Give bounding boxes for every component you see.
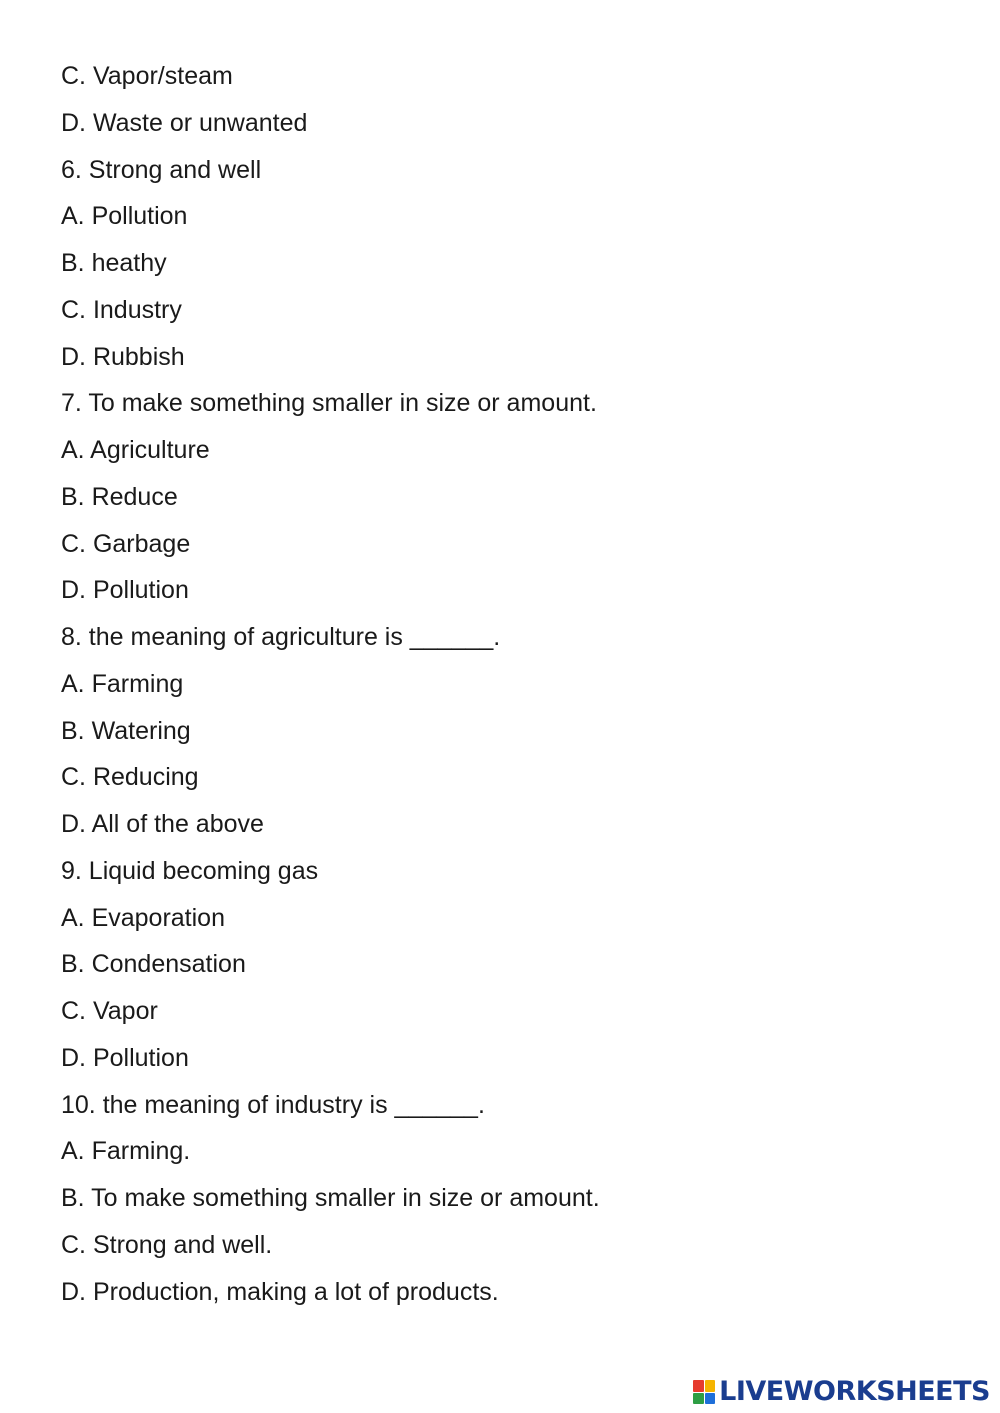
question-10: 10. the meaning of industry is ______. [61, 1090, 485, 1119]
brand-name: LIVEWORKSHEETS [719, 1376, 990, 1407]
q10-option-d: D. Production, making a lot of products. [61, 1277, 499, 1306]
liveworksheets-logo-icon [693, 1380, 715, 1404]
question-8: 8. the meaning of agriculture is ______. [61, 623, 501, 651]
q8-option-b: B. Watering [61, 716, 191, 745]
q8-option-c: C. Reducing [61, 763, 199, 792]
q7-option-b: B. Reduce [61, 482, 178, 511]
q9-option-d: D. Pollution [61, 1043, 189, 1072]
q10-option-c: C. Strong and well. [61, 1230, 273, 1259]
q6-option-b: B. heathy [61, 249, 167, 277]
question-9: 9. Liquid becoming gas [61, 856, 319, 885]
q9-option-b: B. Condensation [61, 950, 246, 979]
worksheet-content [61, 58, 961, 1320]
q10-option-a: A. Farming. [61, 1137, 191, 1166]
q9-option-c: C. Vapor [61, 997, 158, 1025]
q8-option-a: A. Farming [61, 669, 184, 698]
q7-option-d: D. Pollution [61, 576, 189, 605]
logo-tile-green [693, 1393, 704, 1405]
liveworksheets-brand[interactable] [693, 1377, 990, 1407]
q6-option-c: C. Industry [61, 295, 182, 324]
option-d-waste: D. Waste or unwanted [61, 108, 308, 137]
q8-option-d: D. All of the above [61, 810, 264, 838]
q6-option-a: A. Pollution [61, 202, 188, 231]
option-c-vapor-steam: C. Vapor/steam [61, 62, 233, 90]
logo-tile-blue [705, 1393, 716, 1405]
q7-option-a: A. Agriculture [61, 436, 210, 464]
q9-option-a: A. Evaporation [61, 903, 225, 932]
q6-option-d: D. Rubbish [61, 342, 185, 371]
question-7: 7. To make something smaller in size or amount. [61, 389, 597, 418]
logo-tile-red [693, 1380, 704, 1392]
q10-option-b: B. To make something smaller in size or amount. [61, 1184, 600, 1212]
q7-option-c: C. Garbage [61, 529, 191, 558]
logo-tile-yellow [705, 1380, 716, 1392]
question-6: 6. Strong and well [61, 155, 262, 184]
